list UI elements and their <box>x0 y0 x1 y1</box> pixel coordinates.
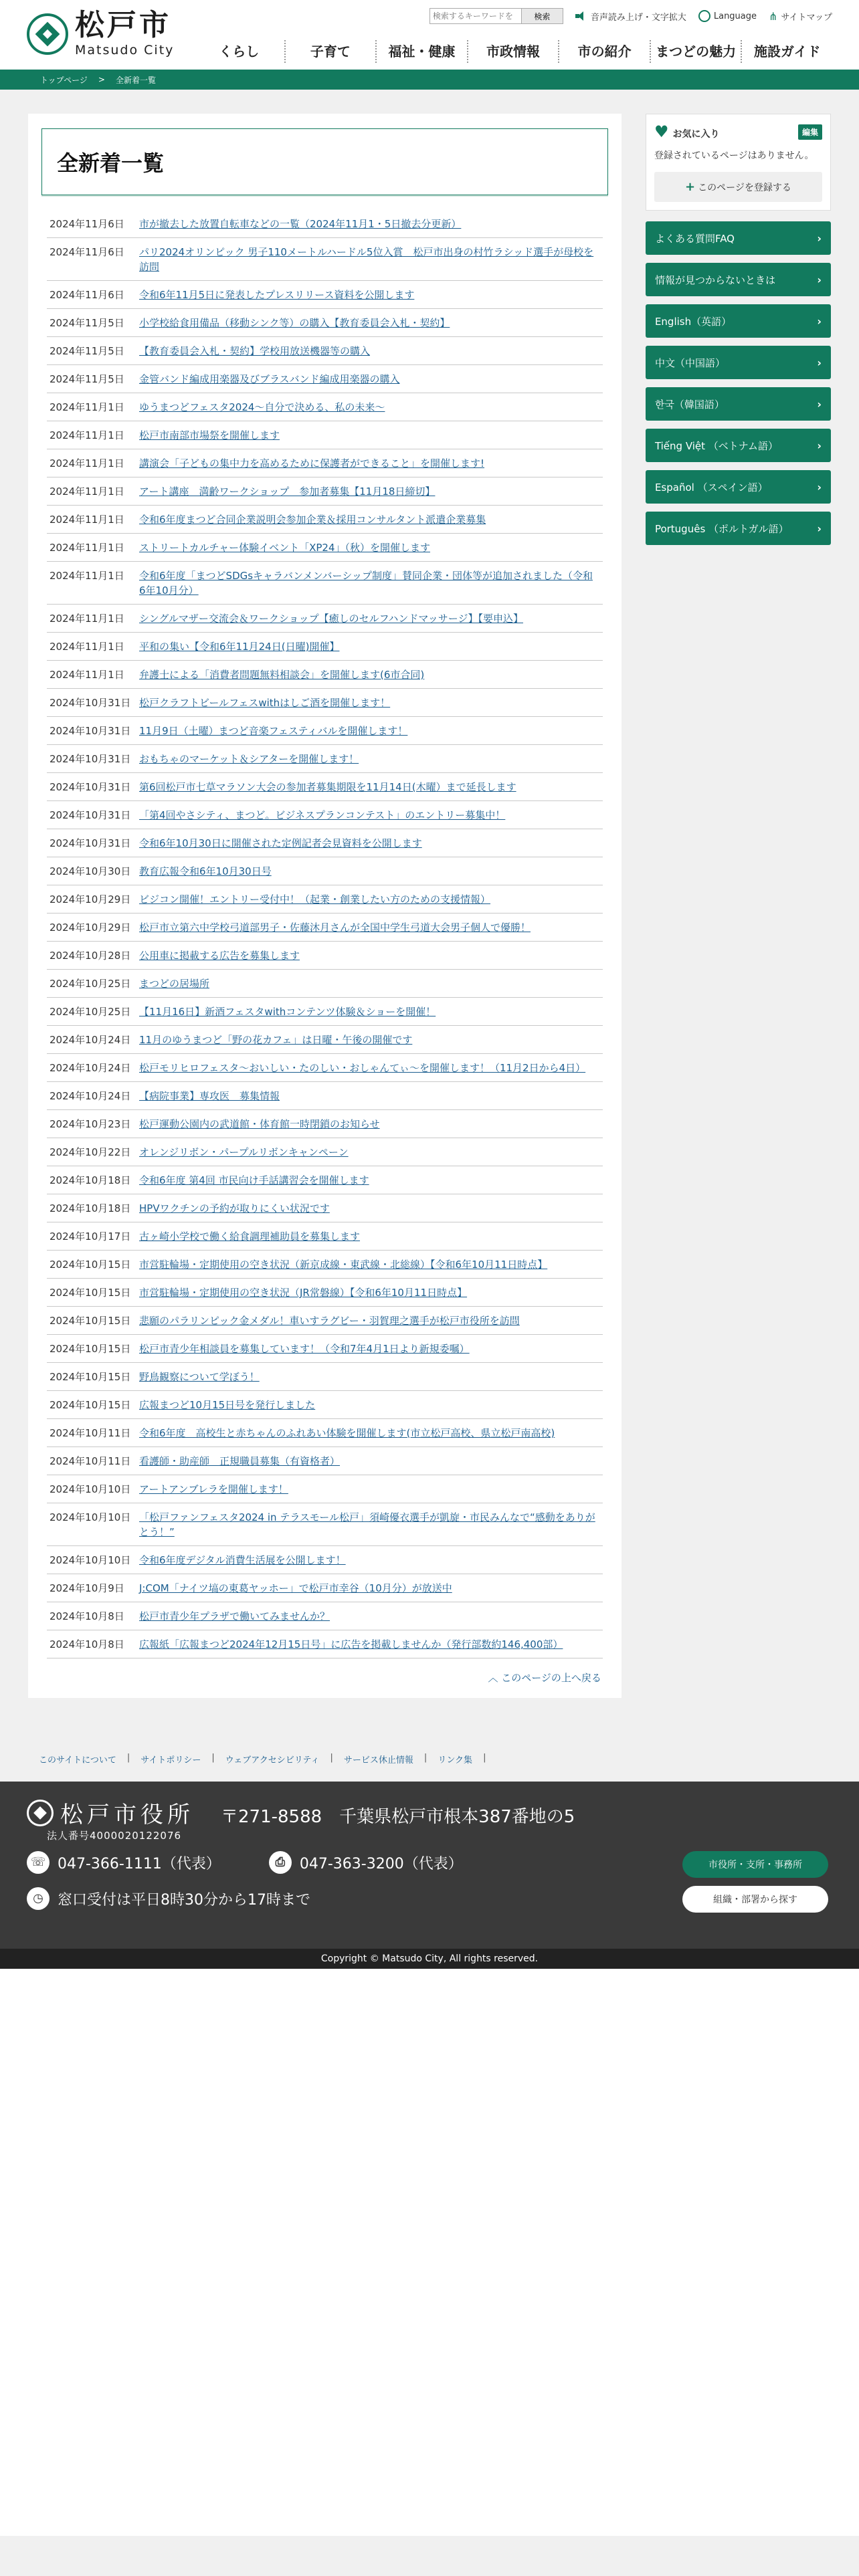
news-date: 2024年11月5日 <box>50 373 124 385</box>
news-date: 2024年11月1日 <box>50 570 124 582</box>
news-link[interactable]: 【教育委員会入札・契約】学校用放送機器等の購入 <box>139 345 371 357</box>
chevron-right-icon: › <box>817 314 822 328</box>
news-item <box>47 829 603 857</box>
breadcrumb-current: 全新着一覧 <box>115 75 156 85</box>
footer-link-links[interactable]: リンク集 <box>438 1755 473 1765</box>
sidebar-link-button[interactable] <box>646 512 831 545</box>
news-link[interactable]: J:COM「ナイツ塙の東葛ヤッホー」で松戸市幸谷（10月分）が放送中 <box>139 1582 452 1594</box>
news-link[interactable]: 令和6年度デジタル消費生活展を公開します！ <box>139 1554 346 1566</box>
news-link[interactable]: 松戸市青少年プラザで働いてみませんか？ <box>139 1610 330 1622</box>
news-item <box>47 1110 603 1138</box>
favorites-add-label: このページを登録する <box>698 183 791 193</box>
news-link[interactable]: パリ2024オリンピック 男子110メートルハードル5位入賞 松戸市出身の村竹ラシッド選手が母校を訪問 <box>139 246 594 273</box>
gnav-item-shisetsu[interactable]: 施設ガイド <box>741 40 832 63</box>
news-item <box>47 1251 603 1279</box>
sidebar-link-button[interactable] <box>646 304 831 338</box>
favorites-header <box>654 122 822 141</box>
news-item <box>47 970 603 998</box>
footer-separator: | <box>330 1753 333 1763</box>
copyright: Copyright © Matsudo City, All rights reserved. <box>0 1949 859 1969</box>
news-date: 2024年11月1日 <box>50 641 124 653</box>
news-item <box>47 1194 603 1222</box>
news-link[interactable]: 松戸クラフトビールフェスwithはしご酒を開催します！ <box>139 697 391 709</box>
footer-hours-row <box>27 1887 310 1910</box>
news-item <box>47 281 603 309</box>
clock-icon: ◷ <box>27 1887 50 1910</box>
news-link[interactable]: 市営駐輪場・定期使用の空き状況（新京成線・東武線・北総線）【令和6年10月11日時点】 <box>139 1259 548 1271</box>
news-item <box>47 1447 603 1475</box>
news-date: 2024年10月22日 <box>50 1146 131 1158</box>
sidebar-link-button[interactable] <box>646 470 831 504</box>
news-link[interactable]: 小学校給食用備品（移動シンク等）の購入【教育委員会入札・契約】 <box>139 317 450 329</box>
news-date: 2024年11月1日 <box>50 542 124 554</box>
sidebar-link-button[interactable] <box>646 221 831 255</box>
sidebar-link-label: 中文（中国語） <box>654 356 725 369</box>
news-date: 2024年10月15日 <box>50 1343 131 1355</box>
footer-phone: 047-366-1111（代表） <box>58 1855 221 1872</box>
page-title: 全新着一覧 <box>41 128 608 195</box>
footer-link-policy[interactable]: サイトポリシー <box>140 1755 201 1765</box>
news-item <box>47 1503 603 1546</box>
news-date: 2024年10月31日 <box>50 697 131 709</box>
news-date: 2024年10月8日 <box>50 1610 124 1622</box>
pagetop <box>41 1671 601 1685</box>
sidebar-buttons <box>646 221 831 545</box>
news-link[interactable]: アート講座 満齢ワークショップ 参加者募集【11月18日締切】 <box>139 486 436 498</box>
news-date: 2024年10月25日 <box>50 1006 131 1018</box>
heart-icon: ♥ <box>654 122 669 141</box>
news-link[interactable]: 広報紙「広報まつど2024年12月15日号」に広告を掲載しませんか（発行部数約146,400部） <box>139 1638 563 1650</box>
news-item <box>47 1307 603 1335</box>
news-date: 2024年10月28日 <box>50 950 131 962</box>
news-item <box>47 717 603 745</box>
news-date: 2024年10月29日 <box>50 893 131 905</box>
site-header <box>0 0 859 70</box>
city-emblem-icon <box>27 13 68 55</box>
favorites-edit-button[interactable]: 編集 <box>798 124 822 140</box>
gnav-item-kurashi[interactable]: くらし <box>219 43 260 60</box>
news-link[interactable]: 【病院事業】専攻医 募集情報 <box>139 1090 280 1102</box>
news-date: 2024年10月23日 <box>50 1118 131 1130</box>
sidebar-link-label: English（英語） <box>654 315 732 328</box>
sidebar-link-button[interactable] <box>646 346 831 379</box>
news-item <box>47 477 603 506</box>
footer-link-accessibility[interactable]: ウェブアクセシビリティ <box>225 1755 320 1765</box>
logo-japanese: 松戸市 <box>75 8 171 42</box>
news-link[interactable]: 講演会「子どもの集中力を高めるために保護者ができること」を開催します! <box>139 457 485 469</box>
footer-links <box>0 1737 859 1782</box>
news-link[interactable]: 令和6年10月30日に開催された定例記者会見資料を公開します <box>139 837 422 849</box>
news-item <box>47 885 603 914</box>
news-date: 2024年11月5日 <box>50 317 124 329</box>
news-link[interactable]: 平和の集い【令和6年11月24日(日曜)開催】 <box>139 641 340 653</box>
news-item <box>47 1391 603 1419</box>
city-emblem-icon <box>27 1800 54 1826</box>
pagetop-link[interactable] <box>488 1672 601 1684</box>
news-link[interactable]: 【11月16日】新酒フェスタwithコンテンツ体験＆ショーを開催！ <box>139 1006 436 1018</box>
chevron-right-icon: › <box>817 273 822 286</box>
news-item <box>47 1279 603 1307</box>
news-link[interactable]: 令和6年度「まつどSDGsキャラバンメンバーシップ制度」賛同企業・団体等が追加されました（令和6年10月分） <box>139 570 593 597</box>
news-link[interactable]: 11月9日（土曜）まつど音楽フェスティバルを開催します！ <box>139 725 408 737</box>
news-date: 2024年10月11日 <box>50 1427 131 1439</box>
news-link[interactable]: まつどの居場所 <box>139 978 210 990</box>
news-item <box>47 238 603 281</box>
news-item <box>47 1630 603 1658</box>
footer-link-about[interactable]: このサイトについて <box>39 1755 116 1765</box>
language-link[interactable] <box>698 10 757 22</box>
news-item <box>47 1602 603 1630</box>
org-search-button[interactable]: 組織・部署から探す <box>682 1886 828 1913</box>
news-item <box>47 857 603 885</box>
news-date: 2024年11月1日 <box>50 669 124 681</box>
sitemap-link[interactable] <box>769 10 832 23</box>
news-link[interactable]: 第6回松戸市七草マラソン大会の参加者募集期限を11月14日(木曜）まで延長します <box>139 781 516 793</box>
news-item <box>47 1082 603 1110</box>
news-item <box>47 1546 603 1574</box>
news-item <box>47 210 603 238</box>
speaker-icon <box>575 11 587 21</box>
news-item <box>47 773 603 801</box>
news-date: 2024年10月31日 <box>50 781 131 793</box>
news-date: 2024年11月1日 <box>50 401 124 413</box>
gnav-item-kosodate[interactable]: 子育て <box>284 40 376 63</box>
footer-separator: | <box>126 1753 130 1763</box>
phone-icon: ☏ <box>27 1851 50 1874</box>
footer-office-name: 松戸市役所 <box>60 1802 194 1828</box>
breadcrumb-separator: > <box>98 75 105 84</box>
favorites-title: お気に入り <box>672 129 720 140</box>
news-link[interactable]: 広報まつど10月15日号を発行しました <box>139 1399 316 1411</box>
sidebar-link-button[interactable] <box>646 429 831 462</box>
news-link[interactable]: 市が撤去した放置自転車などの一覧（2024年11月1・5日撤去分更新） <box>139 218 462 230</box>
footer-logo <box>27 1796 194 1829</box>
chevron-right-icon: › <box>817 480 822 494</box>
news-date: 2024年10月24日 <box>50 1062 131 1074</box>
news-link[interactable]: 市営駐輪場・定期使用の空き状況（JR常磐線）【令和6年10月11日時点】 <box>139 1287 468 1299</box>
sidebar-link-button[interactable] <box>646 387 831 421</box>
news-item <box>47 942 603 970</box>
news-item <box>47 1335 603 1363</box>
breadcrumb-home-link[interactable]: トップページ <box>40 75 88 85</box>
news-item <box>47 605 603 633</box>
news-item <box>47 998 603 1026</box>
pagetop-label: このページの上へ戻る <box>501 1672 601 1684</box>
chevron-right-icon: › <box>817 522 822 535</box>
news-date: 2024年10月11日 <box>50 1455 131 1467</box>
chevron-right-icon: › <box>817 356 822 369</box>
news-date: 2024年10月17日 <box>50 1230 131 1243</box>
sitemap-icon: ⋔ <box>769 9 778 23</box>
main-wrap <box>0 90 859 1698</box>
search-box <box>430 8 563 24</box>
plus-icon: + <box>685 180 696 194</box>
news-link[interactable]: 金管バンド編成用楽器及びブラスバンド編成用楽器の購入 <box>139 373 400 385</box>
news-item <box>47 914 603 942</box>
voice-zoom-label: 音声読み上げ・文字拡大 <box>590 12 686 23</box>
news-item <box>47 365 603 393</box>
news-date: 2024年10月29日 <box>50 922 131 934</box>
news-date: 2024年10月18日 <box>50 1174 131 1186</box>
utility-bar <box>430 8 832 24</box>
news-item <box>47 745 603 773</box>
footer-fax: 047-363-3200（代表） <box>299 1855 463 1872</box>
news-date: 2024年10月8日 <box>50 1638 124 1650</box>
news-link[interactable]: 令和6年度 第4回 市民向け手話講習会を開催します <box>139 1174 369 1186</box>
news-link[interactable]: 令和6年度まつど合同企業説明会参加企業＆採用コンサルタント派遣企業募集 <box>139 514 486 526</box>
chevron-right-icon: › <box>817 231 822 245</box>
news-link[interactable]: 松戸市立第六中学校弓道部男子・佐藤沐月さんが全国中学生弓道大会男子個人で優勝！ <box>139 922 531 934</box>
news-item <box>47 1475 603 1503</box>
news-link[interactable]: 公用車に掲載する広告を募集します <box>139 950 300 962</box>
news-link[interactable]: 令和6年度 高校生と赤ちゃんのふれあい体験を開催します(市立松戸高校、県立松戸南高校) <box>139 1427 555 1439</box>
news-date: 2024年10月31日 <box>50 837 131 849</box>
footer-corp-number: 法人番号4000020122076 <box>47 1830 182 1842</box>
logo-english: Matsudo City <box>75 43 175 58</box>
news-link[interactable]: 看護師・助産師 正規職員募集（有資格者） <box>139 1455 341 1467</box>
news-item <box>47 562 603 605</box>
footer-address: 〒271-8588 千葉県松戸市根本387番地の5 <box>221 1807 575 1827</box>
global-navigation <box>194 40 832 63</box>
language-label: Language <box>713 11 757 21</box>
news-date: 2024年11月1日 <box>50 486 124 498</box>
news-link[interactable]: 松戸モリヒロフェスタ～おいしい・たのしい・おしゃんてぃ～を開催します！（11月2日から4日） <box>139 1062 586 1074</box>
news-link[interactable]: シングルマザー交流会＆ワークショップ【癒しのセルフハンドマッサージ】【要申込】 <box>139 613 523 625</box>
news-date: 2024年10月10日 <box>50 1483 131 1495</box>
breadcrumb <box>0 70 859 90</box>
news-date: 2024年10月25日 <box>50 978 131 990</box>
news-item <box>47 801 603 829</box>
news-link[interactable]: 「松戸ファンフェスタ2024 in テラスモール松戸」須崎優衣選手が凱旋・市民みんなで“感動をありがとう！” <box>139 1511 595 1538</box>
gnav-item-shokai[interactable]: 市の紹介 <box>558 40 650 63</box>
news-item <box>47 1419 603 1447</box>
news-date: 2024年11月1日 <box>50 429 124 441</box>
page-blank-area <box>0 1969 859 2536</box>
offices-button[interactable]: 市役所・支所・事務所 <box>682 1851 828 1878</box>
news-item <box>47 1138 603 1166</box>
sidebar <box>646 114 831 553</box>
favorites-add-button[interactable] <box>654 172 822 202</box>
news-date: 2024年11月1日 <box>50 514 124 526</box>
news-date: 2024年10月24日 <box>50 1034 131 1046</box>
news-date: 2024年10月9日 <box>50 1582 124 1594</box>
footer-link-service-status[interactable]: サービス休止情報 <box>343 1755 413 1765</box>
footer-separator: | <box>423 1753 427 1763</box>
sidebar-link-label: 한국（韓国語） <box>654 398 725 411</box>
sidebar-link-label: Español （スペイン語） <box>654 481 768 494</box>
news-link[interactable]: 野鳥観察について学ぼう！ <box>139 1371 260 1383</box>
favorites-empty-text: 登録されているページはありません。 <box>654 150 814 161</box>
footer-phone-row <box>27 1851 463 1874</box>
news-link[interactable]: 11月のゆうまつど「野の花カフェ」は日曜・午後の開催です <box>139 1034 413 1046</box>
news-list <box>47 210 603 1658</box>
search-button[interactable]: 検索 <box>522 8 563 24</box>
news-item <box>47 689 603 717</box>
news-date: 2024年10月18日 <box>50 1202 131 1214</box>
news-date: 2024年10月10日 <box>50 1554 131 1566</box>
news-item <box>47 449 603 477</box>
chevron-up-icon: ︿ <box>488 1672 498 1684</box>
search-input[interactable] <box>430 8 522 24</box>
sitemap-label: サイトマップ <box>781 12 832 23</box>
news-link[interactable]: HPVワクチンの予約が取りにくい状況です <box>139 1202 330 1214</box>
news-date: 2024年10月15日 <box>50 1371 131 1383</box>
fax-icon: ⎙ <box>269 1851 292 1874</box>
news-link[interactable]: おもちゃのマーケット＆シアターを開催します！ <box>139 753 359 765</box>
news-link[interactable]: ゆうまつどフェスタ2024～自分で決める、私の未来～ <box>139 401 385 413</box>
news-date: 2024年11月5日 <box>50 345 124 357</box>
news-link[interactable]: アートアンブレラを開催します！ <box>139 1483 288 1495</box>
news-item <box>47 1054 603 1082</box>
news-item <box>47 1222 603 1251</box>
news-date: 2024年11月6日 <box>50 218 124 230</box>
sidebar-link-button[interactable] <box>646 263 831 296</box>
news-item <box>47 534 603 562</box>
footer-hours: 窓口受付は平日8時30分から17時まで <box>58 1891 310 1909</box>
news-link[interactable]: 「第4回やさシティ、まつど。ビジネスプランコンテスト」のエントリー募集中！ <box>139 809 506 821</box>
gnav-item-shisei[interactable]: 市政情報 <box>467 40 559 63</box>
news-date: 2024年10月31日 <box>50 809 131 821</box>
news-date: 2024年11月1日 <box>50 613 124 625</box>
voice-zoom-link[interactable] <box>575 10 686 23</box>
news-item <box>47 393 603 421</box>
news-date: 2024年11月6日 <box>50 289 124 301</box>
news-date: 2024年10月30日 <box>50 865 131 877</box>
gnav-item-fukushi[interactable]: 福祉・健康 <box>375 40 467 63</box>
news-item <box>47 1574 603 1602</box>
news-date: 2024年11月6日 <box>50 246 124 258</box>
news-link[interactable]: 教育広報令和6年10月30日号 <box>139 865 272 877</box>
main-content <box>28 114 622 1698</box>
sidebar-link-label: よくある質問FAQ <box>654 232 735 245</box>
news-item <box>47 421 603 449</box>
news-item <box>47 1166 603 1194</box>
news-item <box>47 309 603 337</box>
sidebar-link-label: Português （ポルトガル語） <box>654 522 789 535</box>
news-link[interactable]: ビジコン開催！エントリー受付中！（起業・創業したい方のための支援情報） <box>139 893 491 905</box>
footer-separator: | <box>211 1753 215 1763</box>
news-link[interactable]: 古ヶ崎小学校で働く給食調理補助員を募集します <box>139 1230 361 1243</box>
gnav-item-miryoku[interactable]: まつどの魅力 <box>650 40 741 63</box>
news-date: 2024年11月1日 <box>50 457 124 469</box>
news-date: 2024年10月15日 <box>50 1259 131 1271</box>
site-logo[interactable] <box>27 8 175 58</box>
news-link[interactable]: 松戸市南部市場祭を開催します <box>139 429 280 441</box>
news-item <box>47 1363 603 1391</box>
news-date: 2024年10月24日 <box>50 1090 131 1102</box>
globe-icon <box>698 10 710 22</box>
news-link[interactable]: ストリートカルチャー体験イベント「XP24」（秋）を開催します <box>139 542 431 554</box>
site-footer <box>0 1782 859 1949</box>
favorites-box <box>646 114 831 211</box>
sidebar-link-label: Tiếng Việt （ベトナム語） <box>654 439 779 452</box>
news-item <box>47 661 603 689</box>
chevron-right-icon: › <box>817 439 822 452</box>
news-date: 2024年10月15日 <box>50 1315 131 1327</box>
news-item <box>47 337 603 365</box>
news-link[interactable]: 松戸運動公園内の武道館・体育館一時閉鎖のお知らせ <box>139 1118 380 1130</box>
news-date: 2024年10月31日 <box>50 725 131 737</box>
news-item <box>47 1026 603 1054</box>
news-date: 2024年10月10日 <box>50 1511 131 1523</box>
news-link[interactable]: 松戸市青少年相談員を募集しています！（令和7年4月1日より新規委嘱） <box>139 1343 470 1355</box>
news-date: 2024年10月15日 <box>50 1399 131 1411</box>
footer-separator: | <box>483 1753 486 1763</box>
news-item <box>47 633 603 661</box>
news-link[interactable]: 悲願のパラリンピック金メダル！車いすラグビー・羽賀理之選手が松戸市役所を訪問 <box>139 1315 520 1327</box>
news-link[interactable]: オレンジリボン・パープルリボンキャンペーン <box>139 1146 349 1158</box>
sidebar-link-label: 情報が見つからないときは <box>654 274 775 286</box>
news-item <box>47 506 603 534</box>
news-link[interactable]: 令和6年11月5日に発表したプレスリリース資料を公開します <box>139 289 415 301</box>
chevron-right-icon: › <box>817 397 822 411</box>
news-link[interactable]: 弁護士による「消費者問題無料相談会」を開催します(6市合同) <box>139 669 425 681</box>
news-date: 2024年10月15日 <box>50 1287 131 1299</box>
news-date: 2024年10月31日 <box>50 753 131 765</box>
